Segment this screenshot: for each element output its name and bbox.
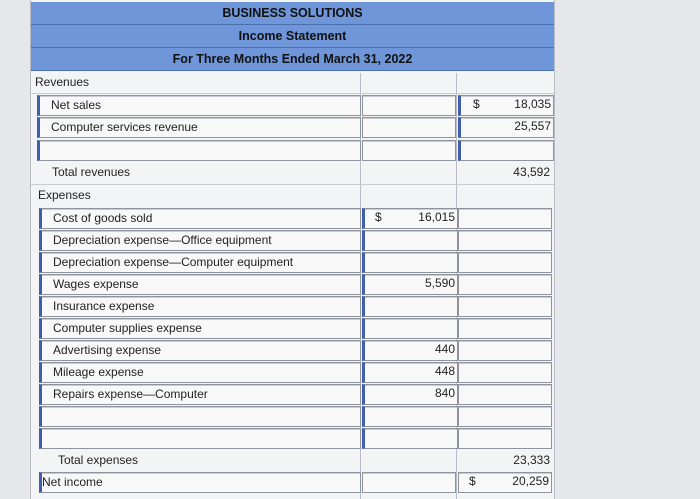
expense-row	[31, 207, 554, 229]
expense-amount-field[interactable]	[362, 274, 458, 295]
expense-row	[31, 317, 554, 339]
expense-label-field[interactable]	[39, 230, 361, 251]
expense-total-field[interactable]	[458, 340, 552, 361]
expense-total-field[interactable]	[458, 274, 552, 295]
blank-revenue-label-field[interactable]	[37, 140, 361, 161]
expense-total-field[interactable]	[458, 318, 552, 339]
statement-title: Income Statement	[31, 25, 554, 48]
blank-expense-row	[31, 405, 554, 427]
expense-label-field[interactable]	[39, 208, 361, 229]
blank-revenue-amount-field[interactable]	[458, 140, 554, 161]
net-sales-mid-field[interactable]	[362, 95, 456, 116]
net-sales-row	[31, 94, 554, 116]
computer-services-label-field[interactable]	[37, 117, 361, 138]
blank-expense-amount-field[interactable]	[362, 428, 458, 449]
net-sales-amount-field[interactable]	[458, 95, 554, 116]
net-income-amount: 20,259	[512, 474, 549, 488]
statement-period: For Three Months Ended March 31, 2022	[31, 48, 554, 71]
revenues-heading: Revenues	[35, 75, 90, 89]
expense-total-field[interactable]	[458, 230, 552, 251]
expense-amount: 16,015	[418, 210, 455, 224]
expense-label: Advertising expense	[53, 343, 162, 357]
expense-label-field[interactable]	[39, 296, 361, 317]
expense-total-field[interactable]	[458, 362, 552, 383]
income-statement-sheet	[30, 0, 555, 499]
expense-row	[31, 273, 554, 295]
computer-services-amount-field[interactable]	[458, 117, 554, 138]
expense-amount-field[interactable]	[362, 208, 458, 229]
computer-services-row	[31, 116, 554, 138]
total-revenues-label: Total revenues	[52, 165, 131, 179]
computer-services-amount: 25,557	[514, 119, 551, 133]
company-name: BUSINESS SOLUTIONS	[31, 2, 554, 25]
expense-label: Mileage expense	[53, 365, 144, 379]
expense-label-field[interactable]	[39, 384, 361, 405]
expenses-heading-row	[31, 185, 554, 207]
expense-row	[31, 251, 554, 273]
expense-amount-field[interactable]	[362, 252, 458, 273]
expense-label-field[interactable]	[39, 252, 361, 273]
expense-currency: $	[375, 210, 382, 224]
total-revenues-amount: 43,592	[513, 165, 550, 179]
total-expenses-row	[31, 450, 554, 472]
blank-revenue-mid-field[interactable]	[362, 140, 456, 161]
expense-label: Depreciation expense—Computer equipment	[53, 255, 294, 269]
net-income-label-field[interactable]	[39, 472, 361, 493]
expense-amount-field[interactable]	[362, 384, 458, 405]
expense-label: Cost of goods sold	[53, 211, 153, 225]
revenues-heading-row	[31, 72, 554, 94]
net-income-currency: $	[469, 474, 476, 488]
expense-row	[31, 339, 554, 361]
net-sales-amount: 18,035	[514, 97, 551, 111]
expense-label: Depreciation expense—Office equipment	[53, 233, 272, 247]
computer-services-mid-field[interactable]	[362, 117, 456, 138]
blank-revenue-row	[31, 139, 554, 161]
net-income-mid-field[interactable]	[362, 472, 456, 493]
expense-label-field[interactable]	[39, 340, 361, 361]
blank-expense-label-field[interactable]	[39, 406, 361, 427]
expense-total-field[interactable]	[458, 252, 552, 273]
net-income-amount-field[interactable]	[458, 472, 552, 493]
net-sales-label: Net sales	[51, 98, 102, 112]
blank-expense-label-field[interactable]	[39, 428, 361, 449]
expense-total-field[interactable]	[458, 384, 552, 405]
expense-label: Wages expense	[53, 277, 139, 291]
expense-amount-field[interactable]	[362, 230, 458, 251]
expense-amount: 840	[434, 386, 455, 400]
expense-label: Computer supplies expense	[53, 321, 202, 335]
expense-amount-field[interactable]	[362, 340, 458, 361]
blank-expense-row	[31, 427, 554, 449]
expense-amount: 440	[434, 342, 455, 356]
expense-row	[31, 361, 554, 383]
expense-amount: 448	[434, 364, 455, 378]
expense-row	[31, 383, 554, 405]
net-income-label: Net income	[42, 475, 103, 489]
expense-label: Repairs expense—Computer	[53, 387, 208, 401]
net-sales-currency: $	[473, 97, 480, 111]
expense-total-field[interactable]	[458, 296, 552, 317]
net-income-row	[31, 471, 554, 493]
total-expenses-amount: 23,333	[513, 453, 550, 467]
blank-expense-total-field[interactable]	[458, 428, 552, 449]
expense-amount: 5,590	[424, 276, 455, 290]
expense-label-field[interactable]	[39, 318, 361, 339]
expense-row	[31, 295, 554, 317]
expense-amount-field[interactable]	[362, 318, 458, 339]
net-sales-label-field[interactable]	[37, 95, 361, 116]
expense-amount-field[interactable]	[362, 362, 458, 383]
expense-label: Insurance expense	[53, 299, 155, 313]
expense-row	[31, 229, 554, 251]
expense-total-field[interactable]	[458, 208, 552, 229]
total-revenues-row	[31, 162, 554, 184]
blank-expense-amount-field[interactable]	[362, 406, 458, 427]
total-expenses-label: Total expenses	[58, 453, 139, 467]
expense-amount-field[interactable]	[362, 296, 458, 317]
expenses-heading: Expenses	[38, 188, 91, 202]
computer-services-label: Computer services revenue	[51, 120, 198, 134]
blank-expense-total-field[interactable]	[458, 406, 552, 427]
expense-label-field[interactable]	[39, 362, 361, 383]
expense-label-field[interactable]	[39, 274, 361, 295]
